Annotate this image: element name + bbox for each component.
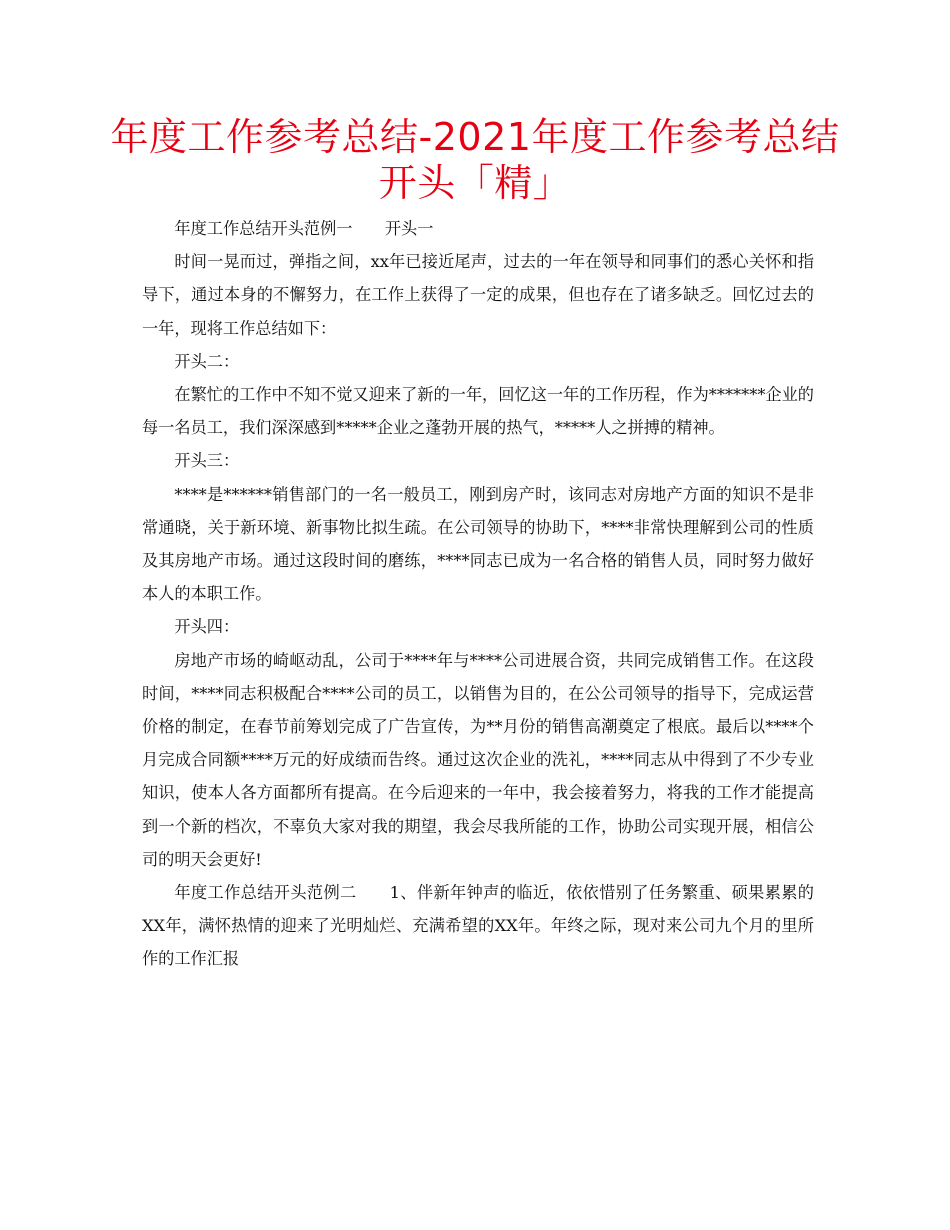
paragraph-opening-two-label: 开头二： — [174, 351, 240, 371]
paragraph-opening-three: ****是******销售部门的一名一般员工，刚到房产时，该同志对房地产方面的知识不是非常通晓，关于新环境、新事物比拟生疏。在公司领导的协助下，****非常快理解到公司的性质及其房地产市场。通过这段时间的磨练，****同志已成为一名合格的销售人员，同时努力做好本人的本职工作。 — [142, 484, 814, 604]
paragraph-opening-one: 时间一晃而过，弹指之间，xx年已接近尾声，过去的一年在领导和同事们的悉心关怀和指导下，通过本身的不懈努力，在工作上获得了一定的成果，但也存在了诸多缺乏。回忆过去的一年，现将工作总结如下： — [142, 252, 814, 338]
paragraph-opening-four-label: 开头四： — [174, 617, 240, 637]
document-title: 年度工作参考总结-2021年度工作参考总结开头「精」 — [110, 115, 840, 205]
paragraph-example-two: 年度工作总结开头范例二 1、伴新年钟声的临近，依依惜别了任务繁重、硕果累累的XX年，满怀热情的迎来了光明灿烂、充满希望的XX年。年终之际，现对来公司九个月的里所作的工作汇报 — [142, 883, 814, 969]
paragraph-opening-three-label: 开头三： — [174, 451, 240, 471]
paragraph-opening-four: 房地产市场的崎岖动乱，公司于****年与****公司进展合资，共同完成销售工作。在这段时间，****同志积极配合****公司的员工，以销售为目的，在公公司领导的指导下，完成运营价格的制定，在春节前筹划完成了广告宣传，为**月份的销售高潮奠定了根底。最后以****个月完成合同额****万元的好成绩而告终。通过这次企业的洗礼，****同志从中得到了不少专业知识，使本人各方面都所有提高。在今后迎来的一年中，我会接着努力，将我的工作才能提高到一个新的档次，不辜负大家对我的期望，我会尽我所能的工作，协助公司实现开展，相信公司的明天会更好! — [142, 650, 814, 869]
paragraph-example-one-heading: 年度工作总结开头范例一 开头一 — [174, 219, 434, 238]
paragraph-opening-two: 在繁忙的工作中不知不觉又迎来了新的一年，回忆这一年的工作历程，作为*******企业的每一名员工，我们深深感到*****企业之蓬勃开展的热气，*****人之拼搏的精神。 — [142, 385, 814, 438]
document-body — [142, 212, 814, 976]
